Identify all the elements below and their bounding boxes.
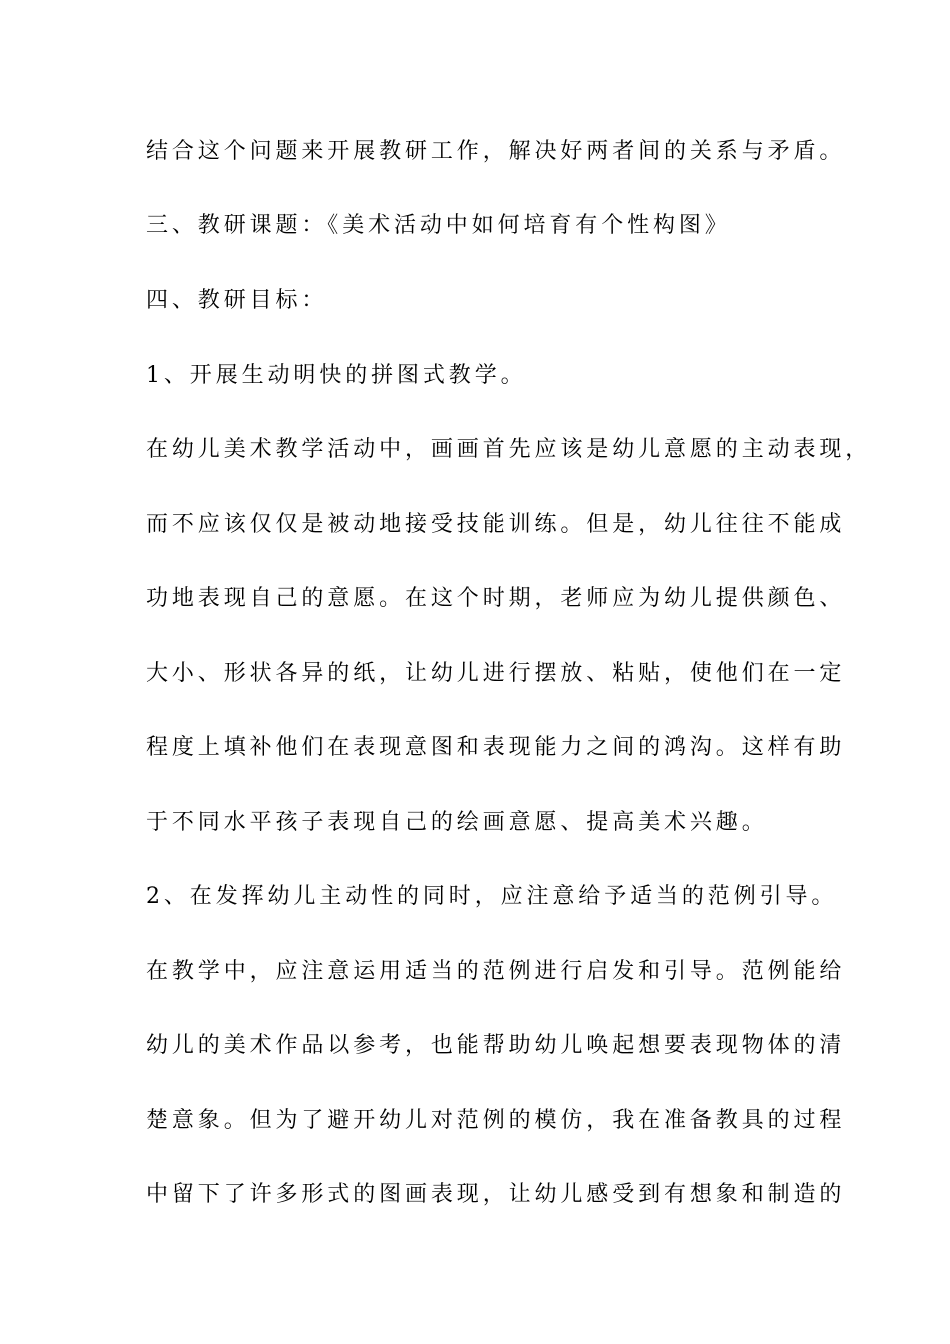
- text-line: 在教学中，应注意运用适当的范例进行启发和引导。范例能给: [146, 959, 846, 984]
- text-line: 幼儿的美术作品以参考，也能帮助幼儿唤起想要表现物体的清: [146, 1033, 846, 1058]
- text-line: 而不应该仅仅是被动地接受技能训练。但是，幼儿往往不能成: [146, 512, 846, 537]
- text-line: 于不同水平孩子表现自己的绘画意愿、提高美术兴趣。: [146, 810, 768, 835]
- text-line: 楚意象。但为了避开幼儿对范例的模仿，我在准备教具的过程: [146, 1108, 846, 1133]
- text-line: 结合这个问题来开展教研工作，解决好两者间的关系与矛盾。: [146, 139, 846, 164]
- goal-heading-2: 2、在发挥幼儿主动性的同时，应注意给予适当的范例引导。: [146, 884, 838, 909]
- text-line: 中留下了许多形式的图画表现，让幼儿感受到有想象和制造的: [146, 1182, 846, 1207]
- section-heading-goals: 四、教研目标：: [146, 288, 328, 313]
- goal-heading-1: 1、开展生动明快的拼图式教学。: [146, 363, 527, 388]
- text-line: 程度上填补他们在表现意图和表现能力之间的鸿沟。这样有助: [146, 735, 846, 760]
- text-line: 在幼儿美术教学活动中，画画首先应该是幼儿意愿的主动表现，: [146, 437, 872, 462]
- section-heading-topic: 三、教研课题：《美术活动中如何培育有个性构图》: [146, 213, 731, 238]
- text-line: 功地表现自己的意愿。在这个时期，老师应为幼儿提供颜色、: [146, 586, 846, 611]
- text-line: 大小、形状各异的纸，让幼儿进行摆放、粘贴，使他们在一定: [146, 661, 846, 686]
